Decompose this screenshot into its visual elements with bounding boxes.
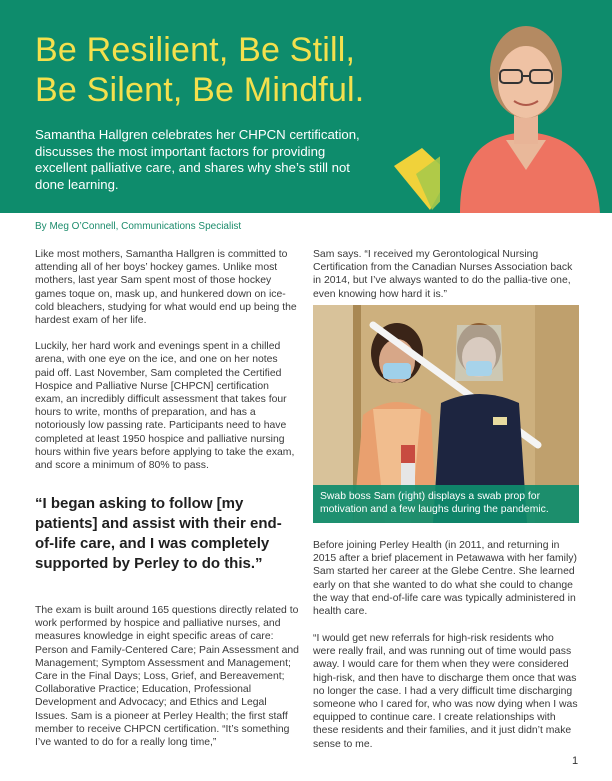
headline-line-1: Be Resilient, Be Still, [35,31,356,69]
photo-caption: Swab boss Sam (right) displays a swab prop for motivation and a few laughs during the pandemic. [313,485,579,523]
paragraph: Luckily, her hard work and evenings spent in a chilled arena, with one eye on the ice, and one on her notes paid off. Last November, Sam completed the Certified Hospice and Palliative Nurse [CHPCN] certification exam, an incredibly difficult assessment that takes four hours to write, months of preparation, and has a notoriously low passing rate. Participants need to have completed at least 1950 hospice and palliative nursing hours within five years before applying to take the exam, and score a minimum of 80% to pass. [35,341,295,472]
article-header [0,0,612,213]
pull-quote: “I began asking to follow [my patients] and assist with their end-of-life care, and I was completely supported by Perley to do this.” [35,495,282,572]
byline: By Meg O’Connell, Communications Specialist [35,221,242,232]
paragraph: “I would get new referrals for high-risk residents who were really frail, and was running out of time would pass away. I would care for them when they were considered high-risk, and then have to discharge them once that was no longer the case. I had a very difficult time discharging someone who I cared for, who was now dying when I was equipped to continue care. I create relationships with these residents and their families, and it just didn’t make sense to me. [313,633,578,750]
right-column-bottom [313,632,579,751]
right-column-middle [313,539,579,618]
headline-line-2: Be Silent, Be Mindful. [35,71,365,109]
paragraph: Before joining Perley Health (in 2011, and returning in 2015 after a brief placement in Petawawa with her family) Sam started her career at the Glebe Centre. She learned early on that she wanted to do what she could to change the way that end-of-life care was typically administered in health care. [313,540,577,618]
paragraph: Like most mothers, Samantha Hallgren is committed to attending all of her boys’ hockey games. Unlike most mothers, last year Sam spent most of those hockey games toque on, mask up, and hunkered down on ice-cold bleachers, studying for what would end up being the hardest exam of her life. [35,249,297,327]
samantha-portrait-image [440,0,612,213]
paragraph: Sam says. “I received my Gerontological Nursing Certification from the Canadian Nurses Association back in 2014, but I’ve always wanted to do the pallia-tive one, even knowing how hard it is.” [313,249,573,300]
left-column-body [35,248,299,485]
swab-boss-photo [313,305,579,523]
right-column-top [313,248,579,301]
page-number: 1 [572,755,579,767]
article-deck: Samantha Hallgren celebrates her CHPCN certification, discusses the most important factors for providing excellent palliative care, and shares why she’s still not done learning. [35,127,360,192]
paragraph: The exam is built around 165 questions directly related to work performed by hospice and palliative nurses, and measures knowledge in eight specific areas of care: Person and Family-Centered Care; Pain Assessment and Management; Symptom Assessment and Management; Care in the Final Days; Loss, Grief, and Bereavement; Collaborative Practice; Education, Professional Development and Advocacy; and Ethics and Legal Issues. Sam is a pioneer at Perley Health; the first staff member to receive CHPCN certification. “It’s something I’ve wanted to do for a really long time,” [35,605,299,749]
left-column-body-continued [35,604,299,749]
headline [35,30,455,110]
